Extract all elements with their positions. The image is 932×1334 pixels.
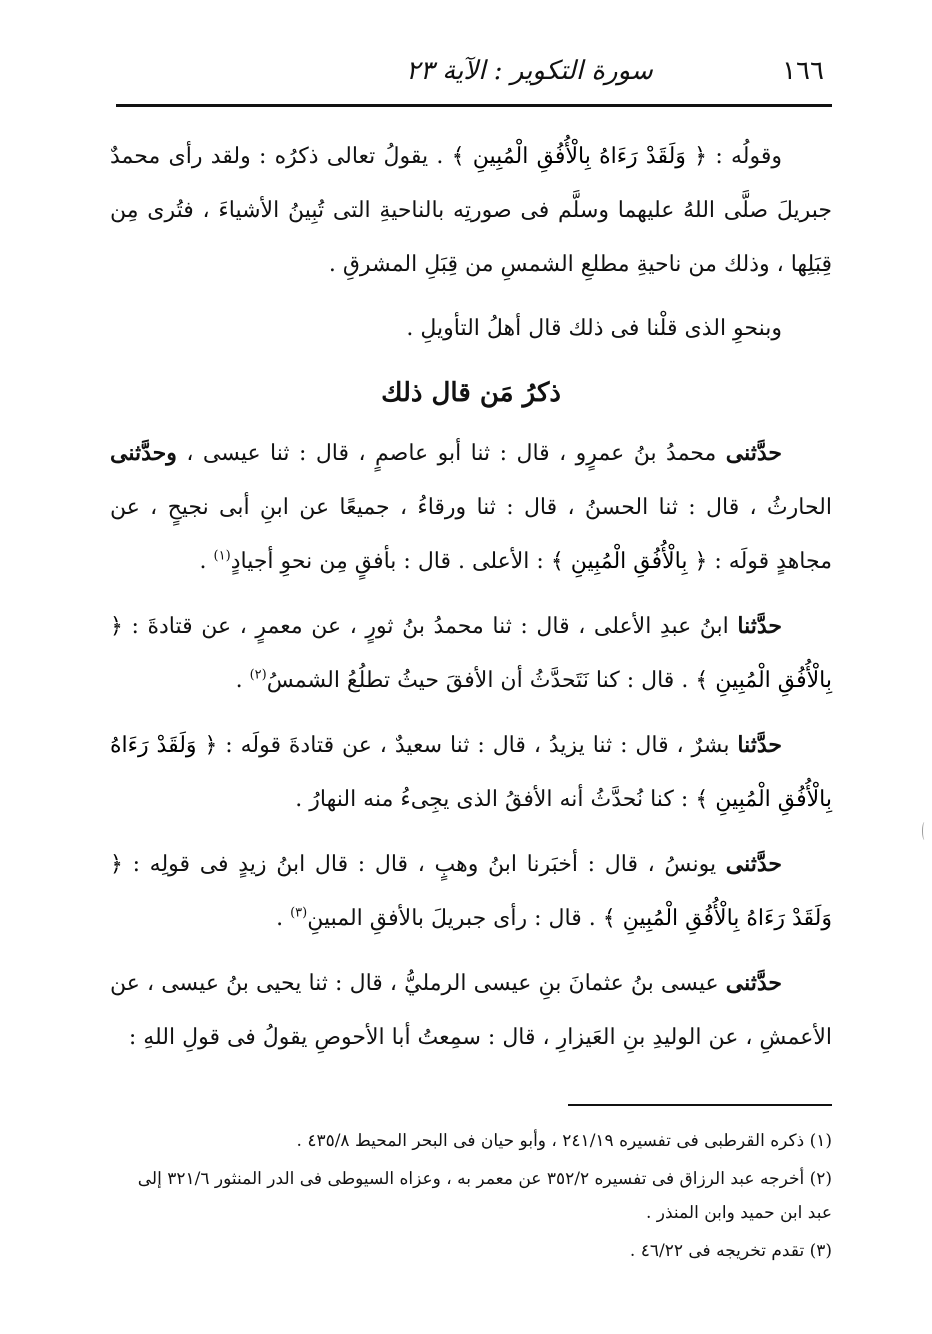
paragraph-1 <box>110 130 832 292</box>
paragraph-6 <box>110 837 832 946</box>
footnote-marker[interactable]: (١) <box>213 548 231 564</box>
isnad-lead: حدَّثنى <box>725 851 782 877</box>
quran-verse: ﴿ وَلَقَدْ رَءَاهُ بِالْأُفُقِ الْمُبِينِ ﴾ <box>451 144 708 169</box>
quran-verse: ﴿ وَلَقَدْ رَءَاهُ بِالْأُفُقِ الْمُبِينِ ﴾ <box>110 733 832 812</box>
footnote-2: (٢) أخرجه عبد الرزاق فى تفسيره ٣٥٢/٢ عن معمر به ، وعزاه السيوطى فى الدر المنثور ٣٢١/٦ إلى عبد ابن حميد وابن المنذر . <box>137 1169 832 1223</box>
footnote-rule <box>568 1104 832 1106</box>
footnote-1: (١) ذكره القرطبى فى تفسيره ٢٤١/١٩ ، وأبو حيان فى البحر المحيط ٤٣٥/٨ . <box>296 1131 832 1151</box>
paragraph-4 <box>110 599 832 708</box>
footnote-3: (٣) تقدم تخريجه فى ٤٦/٢٢ . <box>629 1241 832 1261</box>
paragraph-text: . قال : رأى جبريلَ بالأفقِ المبينِ <box>307 906 603 931</box>
paragraph-2: وبنحوِ الذى قلْنا فى ذلك قال أهلُ التأويلِ . <box>406 316 782 341</box>
paragraph-text: عيسى بنُ عثمانَ بنِ عيسى الرمليُّ ، قال : ثنا يحيى بنُ عيسى ، عن الأعمشِ ، عن الوليدِ بنِ العَيزارِ ، قال : سمِعتُ أبا الأحوصِ يقولُ فى قولِ اللهِ : <box>110 971 832 1050</box>
paragraph-text: : كنا نُحدَّثُ أنه الأفقُ الذى يجِىءُ منه النهارُ . <box>295 787 696 812</box>
page-number: ١٦٦ <box>782 56 824 86</box>
paragraph-text: . قال : كنا نَتَحدَّثُ أن الأفقَ حيثُ تطلُعُ الشمسُ <box>266 668 696 693</box>
paragraph-text: محمدُ بنُ عمرٍو ، قال : ثنا أبو عاصمٍ ، قال : ثنا عيسى ، <box>176 441 726 466</box>
isnad-lead: حدَّثنا <box>737 732 782 758</box>
paragraph-5 <box>110 718 832 827</box>
paragraph-end: . <box>276 906 291 931</box>
paragraph-end: . <box>235 668 250 693</box>
paragraph-text: يونسُ ، قال : أخبَرنا ابنُ وهبٍ ، قال : قال ابنُ زيدٍ فى قولِه : <box>122 852 726 877</box>
header-rule <box>116 104 832 107</box>
footnote-marker[interactable]: (٢) <box>249 667 267 683</box>
isnad-lead: حدَّثنى <box>725 970 782 996</box>
quran-verse: ﴿ بِالْأُفُقِ الْمُبِينِ ﴾ <box>550 549 708 574</box>
paragraph-text: ابنُ عبدِ الأعلى ، قال : ثنا محمدُ بنُ ثورٍ ، عن معمرٍ ، عن قتادةَ : <box>122 614 738 639</box>
isnad-lead: حدَّثنى <box>725 440 782 466</box>
paragraph-3 <box>110 426 832 589</box>
paragraph-text: : الأعلى . قال : بأفقٍ مِن نحوِ أجيادٍ <box>230 549 551 574</box>
paragraph-text: بشرٌ ، قال : ثنا يزيدُ ، قال : ثنا سعيدٌ ، عن قتادةَ قولَه : <box>217 733 738 758</box>
running-head <box>116 52 832 96</box>
paragraph-text: الحارثُ ، قال : ثنا الحسنُ ، قال : ثنا ورقاءُ ، جميعًا عن ابنِ أبى نجيحٍ ، عن مجاهدٍ قولَه : <box>110 495 832 574</box>
footnote-marker[interactable]: (٣) <box>290 905 308 921</box>
running-title: سورة التكوير : الآية ٢٣ <box>406 56 653 86</box>
paragraph-7 <box>110 956 832 1065</box>
section-heading: ذكرُ مَن قال ذلك <box>381 378 561 408</box>
paragraph-end: . <box>199 549 214 574</box>
paragraph-text: . يقولُ تعالى ذكرُه : ولقد رأى محمدٌ جبريلَ صلَّى اللهُ عليهما وسلَّم فى صورتِه بالناحيةِ التى تُبِينُ الأشياءَ ، فتُرى مِن قِبَلِها ، وذلك من ناحيةِ مطلعِ الشمسِ من قِبَلِ المشرقِ . <box>110 144 832 277</box>
footnotes <box>112 1124 832 1272</box>
isnad-lead: وحدَّثنى <box>110 440 177 466</box>
main-text <box>110 130 832 1075</box>
isnad-lead: حدَّثنا <box>737 613 782 639</box>
margin-scan-mark <box>922 822 927 840</box>
quran-verse: ﴿ وَلَقَدْ رَءَاهُ بِالْأُفُقِ الْمُبِينِ ﴾ <box>110 852 832 931</box>
quran-verse: ﴿ بِالْأُفُقِ الْمُبِينِ ﴾ <box>110 614 832 693</box>
paragraph-intro: وقولُه : <box>707 144 782 169</box>
